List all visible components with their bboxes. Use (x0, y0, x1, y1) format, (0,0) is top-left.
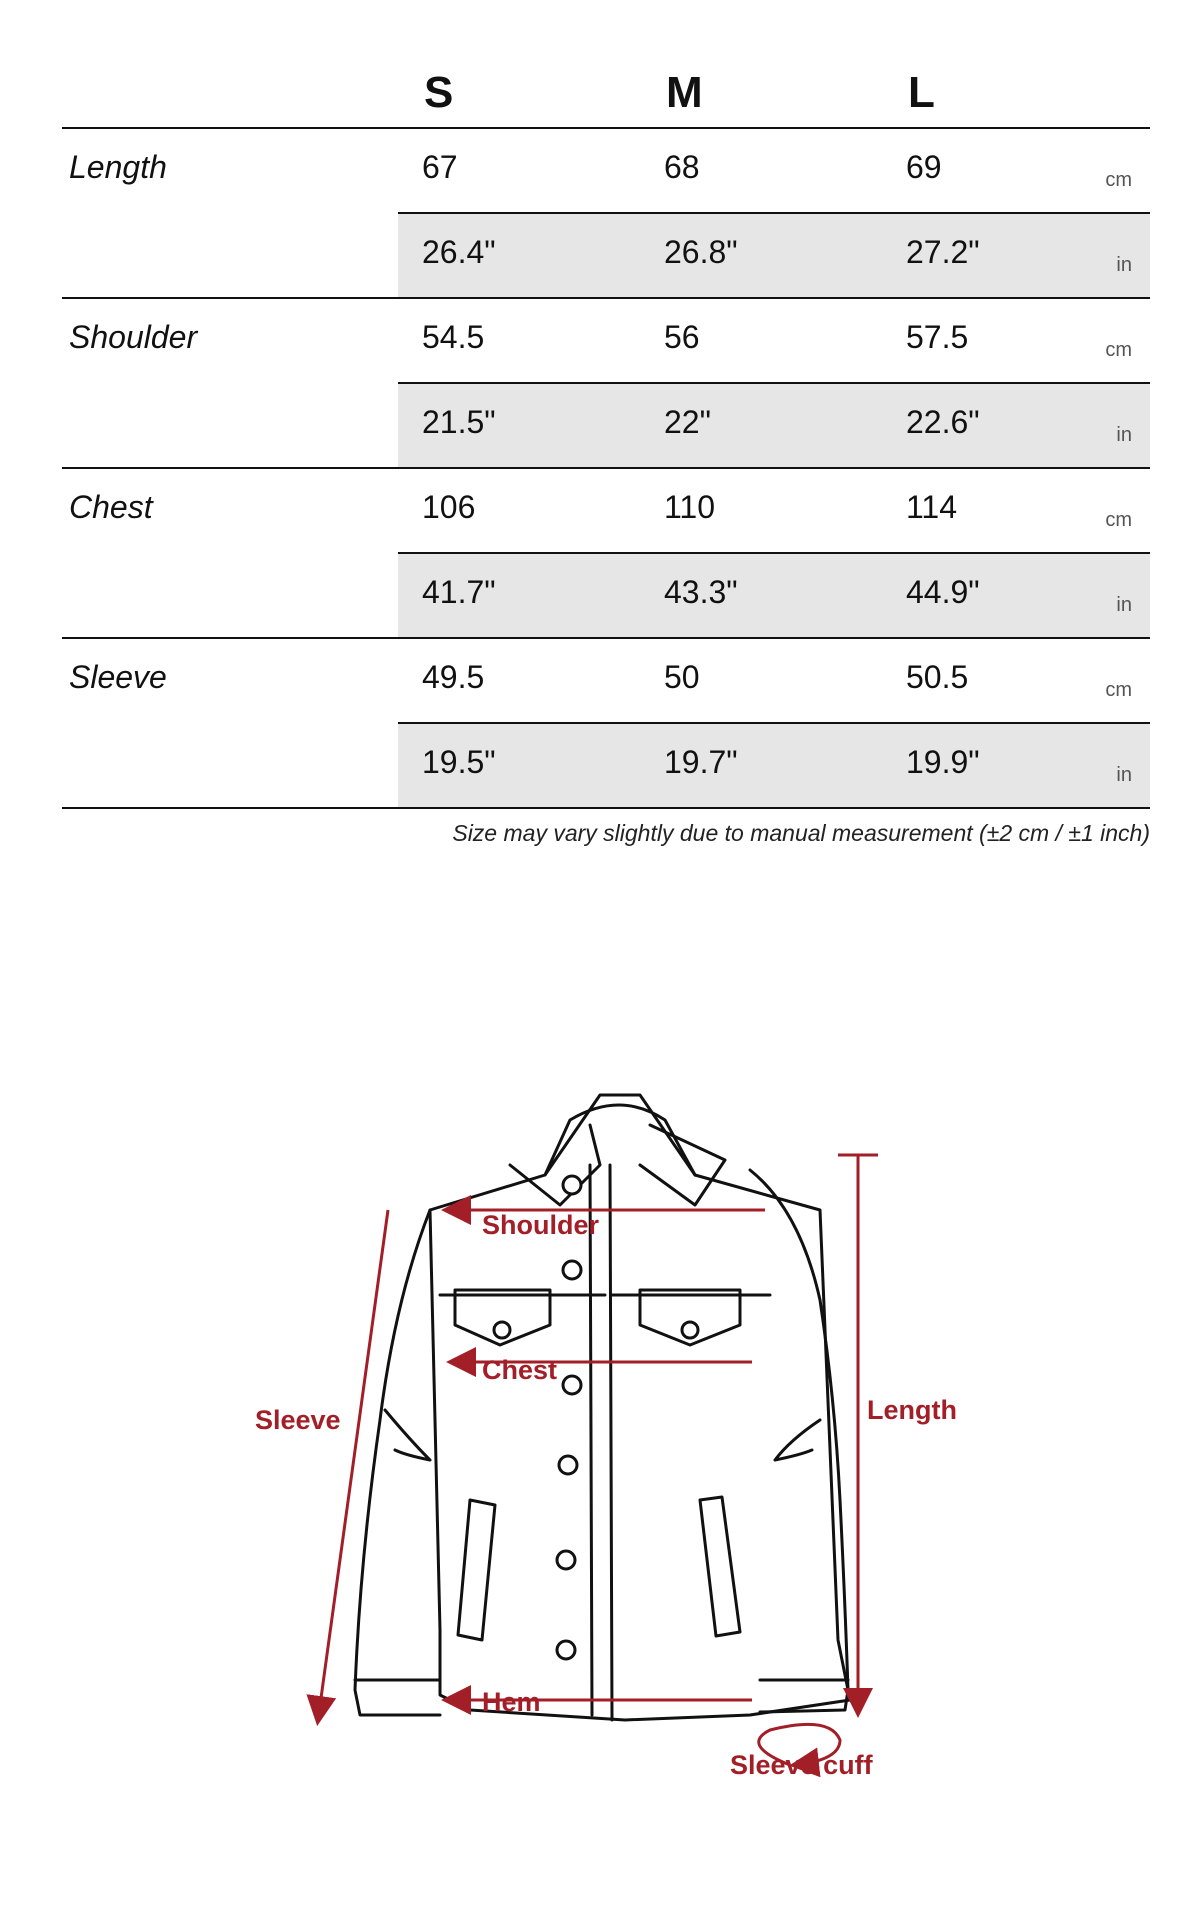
cell-value: 114 (906, 489, 958, 525)
button-circles (494, 1176, 698, 1659)
measure-group-chest (62, 469, 1150, 639)
unit-in: in (1116, 254, 1132, 276)
length-cm-row (62, 129, 1150, 211)
unit-cm: cm (1105, 509, 1132, 531)
cell-value: 69 (906, 149, 942, 185)
cell-value: 19.7" (664, 744, 738, 780)
measure-group-sleeve (62, 639, 1150, 809)
cell-value: 50 (664, 659, 700, 695)
measure-group-shoulder (62, 299, 1150, 469)
cell-value: 21.5" (422, 404, 496, 440)
cell-value: 19.9" (906, 744, 980, 780)
cell-value: 43.3" (664, 574, 738, 610)
cell-value: 26.8" (664, 234, 738, 270)
cell-value: 50.5 (906, 659, 969, 695)
cell-value: 56 (664, 319, 700, 355)
shoulder-cm-row (62, 299, 1150, 381)
jacket-outline-svg (0, 1050, 1200, 1880)
cell-value: 41.7" (422, 574, 496, 610)
unit-in: in (1116, 764, 1132, 786)
size-chart-table (62, 60, 1150, 809)
measure-label: Shoulder (69, 319, 198, 355)
cell-value: 19.5" (422, 744, 496, 780)
length-in-row (398, 212, 1150, 297)
unit-cm: cm (1105, 679, 1132, 701)
chest-in-row (398, 552, 1150, 637)
sleeve-cm-row (62, 639, 1150, 721)
cell-value: 57.5 (906, 319, 969, 355)
jacket-measurement-diagram (0, 1050, 1200, 1880)
cell-value: 26.4" (422, 234, 496, 270)
unit-in: in (1116, 594, 1132, 616)
chest-label: Chest (482, 1355, 558, 1385)
hem-label: Hem (482, 1687, 541, 1717)
measure-group-length (62, 129, 1150, 299)
unit-cm: cm (1105, 339, 1132, 361)
size-header-row (62, 60, 1150, 129)
sleeve-in-row (398, 722, 1150, 807)
sleeve-cuff-label: Sleeve cuff (730, 1750, 873, 1780)
size-l-header: L (908, 68, 935, 117)
sleeve-label: Sleeve (255, 1405, 341, 1435)
measure-label: Sleeve (69, 659, 167, 695)
measurement-note: Size may vary slightly due to manual measurement (±2 cm / ±1 inch) (452, 820, 1150, 846)
cell-value: 68 (664, 149, 700, 185)
cell-value: 27.2" (906, 234, 980, 270)
measure-label: Chest (69, 489, 153, 525)
length-label: Length (867, 1395, 957, 1425)
cell-value: 110 (664, 489, 716, 525)
size-m-header: M (666, 68, 703, 117)
cell-value: 54.5 (422, 319, 485, 355)
cell-value: 22" (664, 404, 711, 440)
measure-label: Length (69, 149, 167, 185)
cell-value: 22.6" (906, 404, 980, 440)
unit-in: in (1116, 424, 1132, 446)
size-s-header: S (424, 68, 454, 117)
chest-cm-row (62, 469, 1150, 551)
shoulder-label: Shoulder (482, 1210, 600, 1240)
cell-value: 106 (422, 489, 476, 525)
cell-value: 67 (422, 149, 458, 185)
shoulder-in-row (398, 382, 1150, 467)
cell-value: 49.5 (422, 659, 485, 695)
cell-value: 44.9" (906, 574, 980, 610)
unit-cm: cm (1105, 169, 1132, 191)
